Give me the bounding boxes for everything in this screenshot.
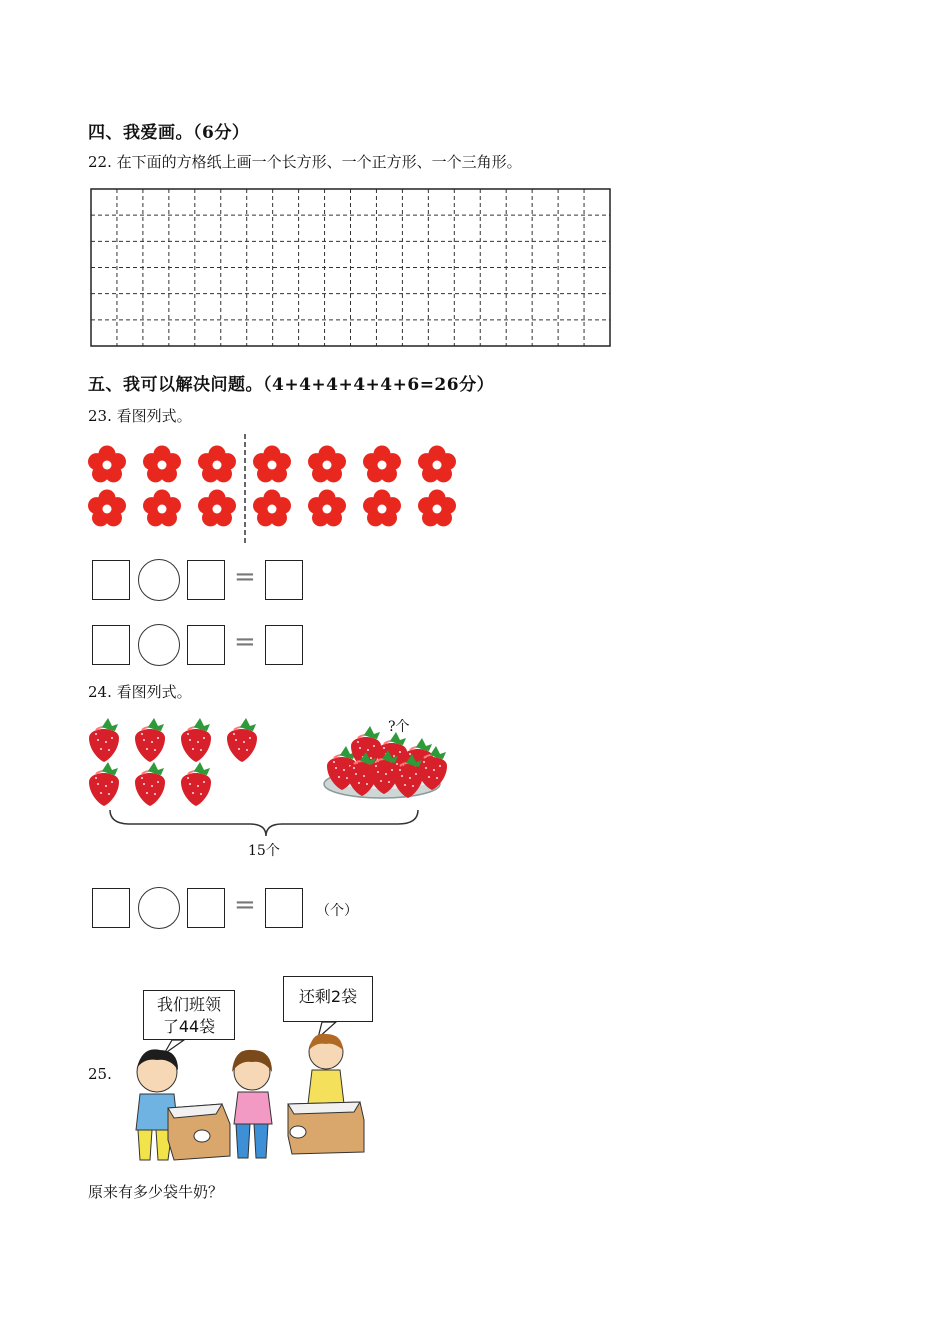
flower [363, 446, 401, 483]
strawberry [181, 718, 211, 762]
question-25-number: 25. [88, 1065, 112, 1083]
answer-box[interactable] [92, 888, 130, 928]
answer-box[interactable] [92, 560, 130, 600]
strawberry [89, 762, 119, 806]
strawberry [89, 718, 119, 762]
flower [418, 446, 456, 483]
flower [143, 490, 181, 527]
speech-bubble-right: 还剩2袋 [283, 976, 373, 1022]
flower [198, 490, 236, 527]
equals-sign: = [234, 562, 256, 592]
operator-circle[interactable] [138, 559, 180, 601]
flower [88, 446, 126, 483]
question-25-text: 原来有多少袋牛奶？ [88, 1183, 224, 1201]
operator-circle[interactable] [138, 624, 180, 666]
strawberry [135, 762, 165, 806]
strawberry [227, 718, 257, 762]
question-22-text: 22. 在下面的方格纸上画一个长方形、一个正方形、一个三角形。 [88, 153, 522, 171]
answer-box[interactable] [187, 560, 225, 600]
unit-label: （个） [316, 903, 358, 919]
flower [253, 490, 291, 527]
answer-box[interactable] [92, 625, 130, 665]
section-5-title: 五、我可以解决问题。（4+4+4+4+4+6=26分） [88, 375, 495, 395]
question-24-text: 24. 看图列式。 [88, 683, 192, 701]
speech-bubble-left: 我们班领了44袋 [143, 990, 235, 1040]
grid-paper[interactable] [90, 188, 612, 348]
equals-sign: = [234, 890, 256, 920]
flower [198, 446, 236, 483]
operator-circle[interactable] [138, 887, 180, 929]
answer-box[interactable] [187, 625, 225, 665]
answer-box[interactable] [187, 888, 225, 928]
result-box[interactable] [265, 888, 303, 928]
strawberry [135, 718, 165, 762]
flower [418, 490, 456, 527]
unknown-count-label: ?个 [388, 719, 410, 735]
flower [88, 490, 126, 527]
result-box[interactable] [265, 560, 303, 600]
total-brace [110, 810, 418, 836]
total-count-label: 15个 [248, 843, 280, 859]
strawberry [181, 762, 211, 806]
section-4-title: 四、我爱画。（6分） [88, 123, 250, 143]
equals-sign: = [234, 627, 256, 657]
flower [363, 490, 401, 527]
flower [143, 446, 181, 483]
question-23-text: 23. 看图列式。 [88, 407, 192, 425]
flower [253, 446, 291, 483]
flower-picture [84, 432, 464, 547]
result-box[interactable] [265, 625, 303, 665]
flower-group-left [88, 446, 236, 527]
flower [308, 490, 346, 527]
flower-group-right [253, 446, 456, 527]
flower [308, 446, 346, 483]
children-milk-picture [112, 1020, 382, 1170]
